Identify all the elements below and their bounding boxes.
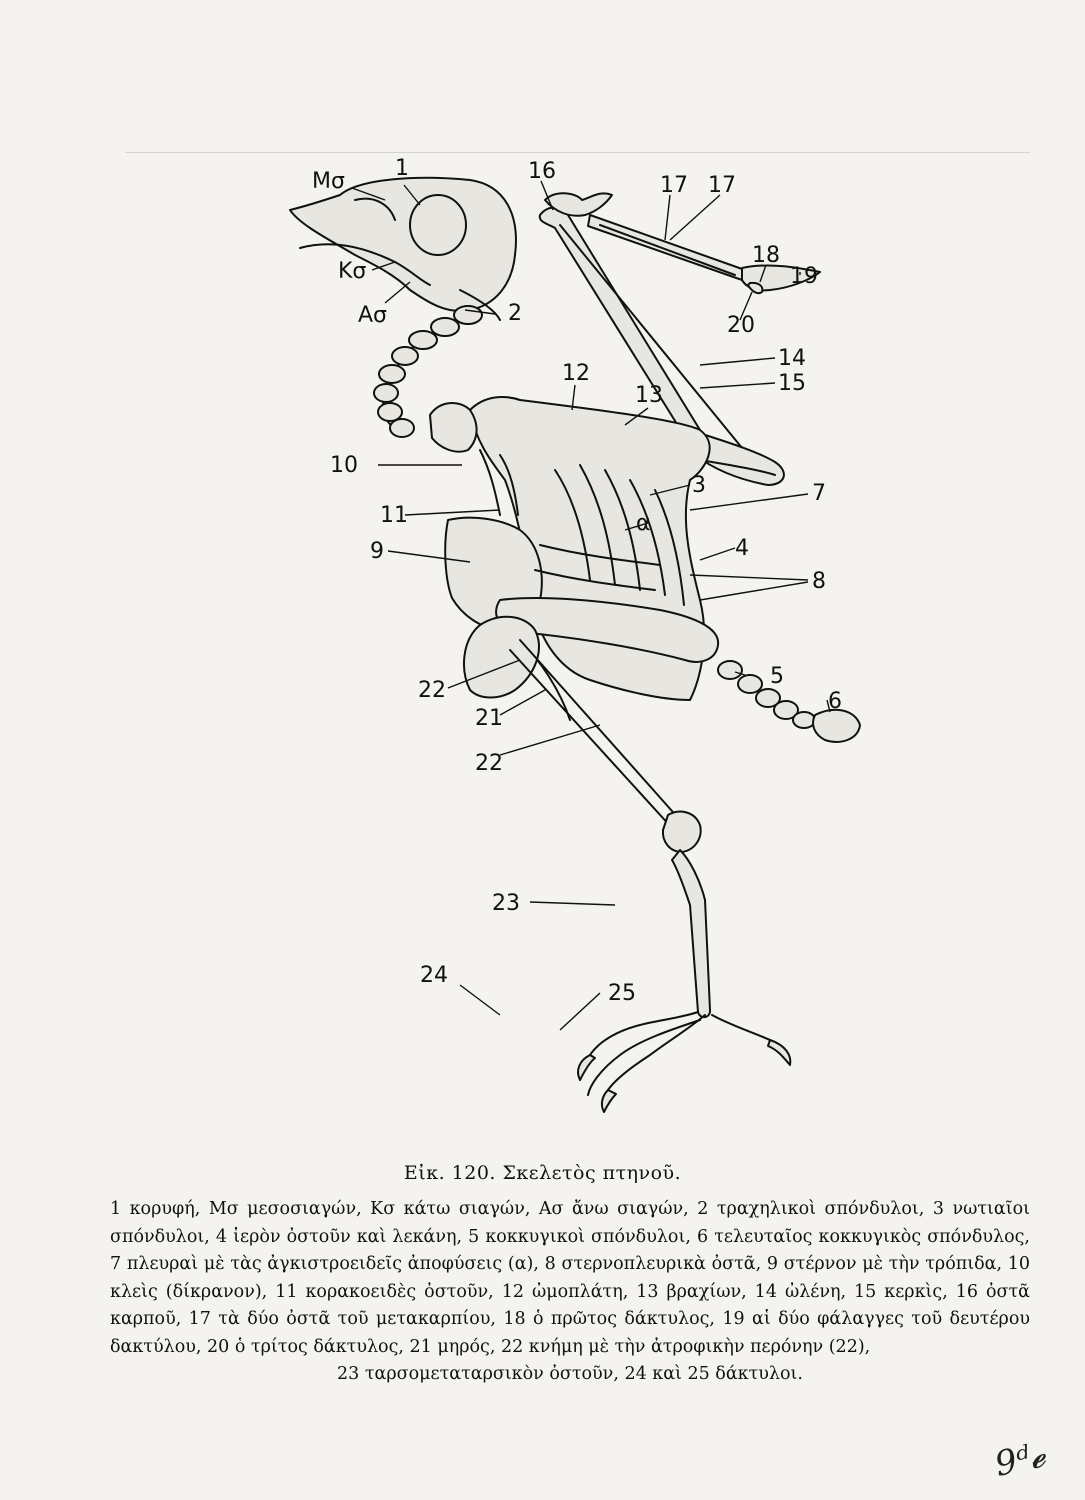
label-25: 25 (608, 981, 636, 1006)
label-alpha: α (636, 511, 651, 536)
label-22b: 22 (475, 751, 503, 776)
label-8: 8 (812, 569, 826, 594)
label-18: 18 (752, 243, 780, 268)
caption-text: 1 κορυφή, Μσ μεσοσιαγών, Κσ κάτω σιαγών, Ασ ἄνω σιαγών, 2 τραχηλικοὶ σπόνδυλοι, 3 νωτιαῖοι σπόνδυλοι, 4 ἱερὸν ὀστοῦν καὶ λεκάνη, 5 κοκκυγικοὶ σπόνδυλοι, 6 τελευταῖος κοκκυγικὸς σπόνδυλος, 7 πλευραὶ μὲ τὰς ἀγκιστροειδεῖς ἀποφύσεις (α), 8 στερνοπλευρικὰ ὀστᾶ, 9 στέρνον μὲ τὴν τρόπιδα, 10 κλεὶς (δίκρανον), 11 κορακοειδὲς ὀστοῦν, 12 ὠμοπλάτη, 13 βραχίων, 14 ὠλένη, 15 κερκὶς, 16 ὀστᾶ καρποῦ, 17 τὰ δύο ὀστᾶ τοῦ μετακαρπίου, 18 ὁ πρῶτος δάκτυλος, 19 αἱ δύο φάλαγγες τοῦ δευτέρου δακτύλου, 20 ὁ τρίτος δάκτυλος, 21 μηρός, 22 κνήμη μὲ τὴν ἀτροφικὴν περόνην (22), (110, 1199, 1030, 1357)
figure-caption-title: Εἰκ. 120. Σκελετὸς πτηνοῦ. (403, 1162, 682, 1184)
figure-caption-body (110, 1196, 1030, 1389)
label-2: 2 (508, 301, 522, 326)
label-19: 19 (790, 264, 818, 289)
label-17a: 17 (660, 173, 688, 198)
label-ks: Κσ (338, 259, 367, 284)
label-as: Ασ (358, 303, 387, 328)
label-4: 4 (735, 536, 749, 561)
handwritten-signature: 9ᵈ𝓮 (991, 1435, 1049, 1485)
label-21: 21 (475, 706, 503, 731)
label-7: 7 (812, 481, 826, 506)
label-ms: Μσ (312, 169, 345, 194)
label-23: 23 (492, 891, 520, 916)
label-15: 15 (778, 371, 806, 396)
skull (290, 178, 516, 320)
caption-last-line: 23 ταρσομεταταρσικὸν ὀστοῦν, 24 καὶ 25 δάκτυλοι. (337, 1364, 803, 1384)
label-5: 5 (770, 664, 784, 689)
label-11: 11 (380, 503, 408, 528)
label-13: 13 (635, 383, 663, 408)
label-3: 3 (692, 473, 706, 498)
label-24: 24 (420, 963, 448, 988)
label-6: 6 (828, 689, 842, 714)
label-20: 20 (727, 313, 755, 338)
label-12: 12 (562, 361, 590, 386)
label-9: 9 (370, 539, 384, 564)
label-10: 10 (330, 453, 358, 478)
label-1: 1 (395, 156, 409, 181)
label-17b: 17 (708, 173, 736, 198)
label-14: 14 (778, 346, 806, 371)
label-22a: 22 (418, 678, 446, 703)
label-16: 16 (528, 159, 556, 184)
